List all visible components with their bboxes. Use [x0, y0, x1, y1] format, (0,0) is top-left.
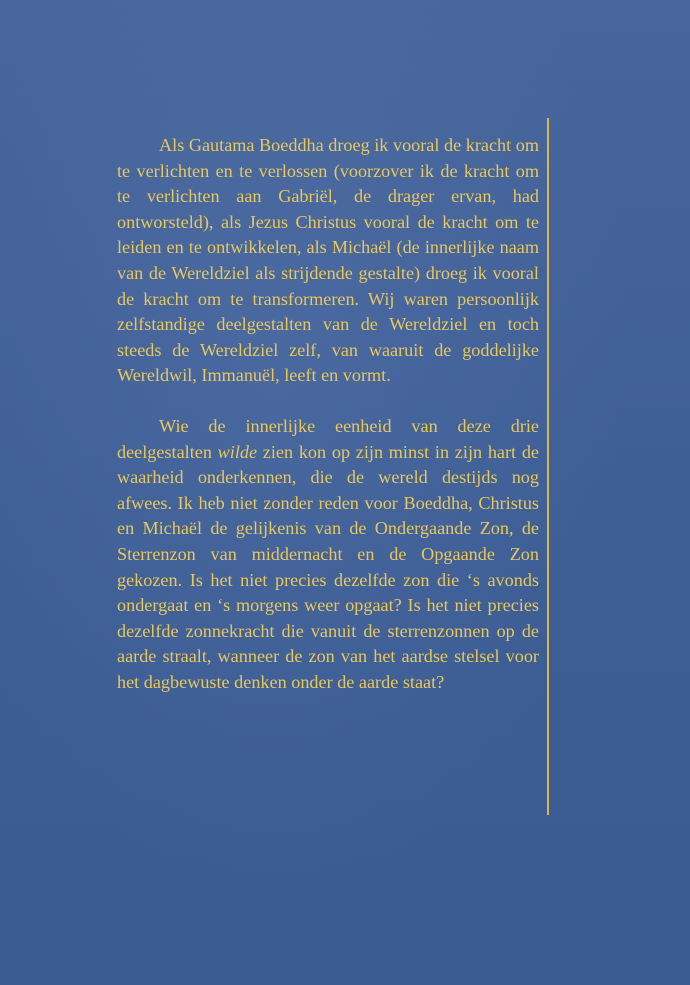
paragraph-2	[117, 414, 539, 696]
vertical-rule	[547, 118, 549, 815]
paragraph-1: Als Gautama Boeddha droeg ik vooral de kracht om te verlichten en te verlossen (voorzover ik de kracht om te verlichten aan Gabriël, de drager ervan, had ontworsteld), als Jezus Christus vooral de kracht om te leiden en te ontwikkelen, als Michaël (de innerlijke naam van de Wereldziel als strijdende gestalte) droeg ik vooral de kracht om te transformeren. Wij waren persoonlijk zelfstandige deelgestalten van de Wereldziel en toch steeds de Wereldziel zelf, van waaruit de goddelijke Wereldwil, Immanuël, leeft en vormt.	[117, 135, 539, 386]
paragraph-2-end: zien kon op zijn minst in zijn hart de waarheid onderkennen, die de wereld destijds nog afwees. Ik heb niet zonder reden voor Boeddha, Christus en Michaël de gelijkenis van de Ondergaande Zon, de Sterrenzon van middernacht en de Opgaande Zon gekozen. Is het niet precies dezelfde zon die ‘s avonds ondergaat en ‘s morgens weer opgaat? Is het niet precies dezelfde zonnekracht die vanuit de sterrenzonnen op de aarde straalt, wanneer de zon van het aardse stelsel voor het dagbewuste denken onder de aarde staat?	[117, 441, 539, 692]
paragraph-2-emphasis: wilde	[217, 441, 258, 462]
blurb-text	[117, 133, 539, 695]
paragraph-2-start: Wie de innerlijke eenheid van deze drie deelgestalten	[117, 415, 539, 462]
